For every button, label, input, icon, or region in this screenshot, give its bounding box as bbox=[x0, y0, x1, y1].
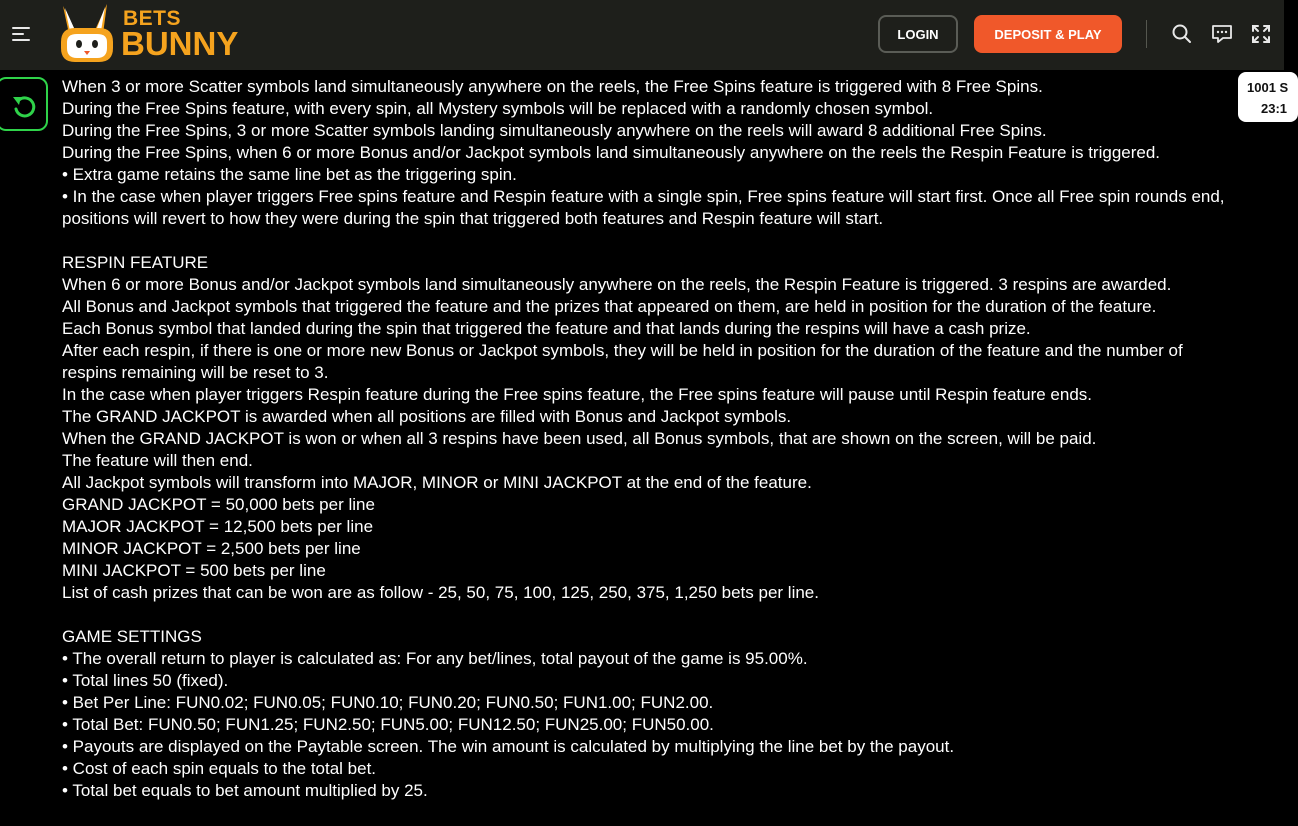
text-line: The GRAND JACKPOT is awarded when all positions are filled with Bonus and Jackpot symbols. bbox=[62, 407, 792, 426]
text-line: All Bonus and Jackpot symbols that triggered the feature and the prizes that appeared on them, are held in position for the duration of the feature. bbox=[62, 297, 1157, 316]
badge-line2: 23:1 bbox=[1261, 101, 1288, 116]
search-icon[interactable] bbox=[1170, 22, 1194, 46]
text-line: MAJOR JACKPOT = 12,500 bets per line bbox=[62, 517, 374, 536]
fullscreen-icon[interactable] bbox=[1249, 22, 1273, 46]
text-line: When the GRAND JACKPOT is won or when all 3 respins have been used, all Bonus symbols, that are shown on the screen, will be paid. bbox=[62, 429, 1097, 448]
respin-feature-heading: RESPIN FEATURE bbox=[62, 253, 209, 272]
top-bar bbox=[0, 0, 1284, 70]
bets-bunny-logo[interactable] bbox=[55, 4, 240, 64]
badge-line1: 1001 S bbox=[1247, 80, 1289, 95]
deposit-and-play-button[interactable]: DEPOSIT & PLAY bbox=[974, 15, 1122, 53]
text-line: When 3 or more Scatter symbols land simultaneously anywhere on the reels, the Free Spins feature is triggered with 8 Free Spins. bbox=[62, 77, 1043, 96]
text-line: MINI JACKPOT = 500 bets per line bbox=[62, 561, 326, 580]
text-line: • Payouts are displayed on the Paytable screen. The win amount is calculated by multiplying the line bet by the payout. bbox=[62, 737, 955, 756]
header-divider bbox=[1146, 20, 1147, 48]
text-line: The feature will then end. bbox=[62, 451, 253, 470]
paytable-content bbox=[62, 76, 1284, 802]
text-line: List of cash prizes that can be won are as follow - 25, 50, 75, 100, 125, 250, 375, 1,250 bets per line. bbox=[62, 583, 819, 602]
text-line: During the Free Spins, 3 or more Scatter symbols landing simultaneously anywhere on the reels will award 8 additional Free Spins. bbox=[62, 121, 1047, 140]
text-line: GRAND JACKPOT = 50,000 bets per line bbox=[62, 495, 375, 514]
text-line: respins remaining will be reset to 3. bbox=[62, 363, 329, 382]
text-line: • Bet Per Line: FUN0.02; FUN0.05; FUN0.10; FUN0.20; FUN0.50; FUN1.00; FUN2.00. bbox=[62, 693, 714, 712]
text-line: • Total lines 50 (fixed). bbox=[62, 671, 229, 690]
back-arrow-icon bbox=[10, 91, 38, 119]
text-line: • Total bet equals to bet amount multiplied by 25. bbox=[62, 781, 428, 800]
text-line: • Cost of each spin equals to the total bet. bbox=[62, 759, 377, 778]
text-line: All Jackpot symbols will transform into MAJOR, MINOR or MINI JACKPOT at the end of the feature. bbox=[62, 473, 812, 492]
text-line: In the case when player triggers Respin feature during the Free spins feature, the Free spins feature will pause until Respin feature ends. bbox=[62, 385, 1093, 404]
logo-text-bunny: BUNNY bbox=[121, 25, 239, 62]
chat-icon[interactable] bbox=[1210, 22, 1234, 46]
text-line: • The overall return to player is calculated as: For any bet/lines, total payout of the game is 95.00%. bbox=[62, 649, 808, 668]
login-button[interactable]: LOGIN bbox=[878, 15, 958, 53]
text-line: • In the case when player triggers Free spins feature and Respin feature with a single spin, Free spins feature will start first. Once all Free spin rounds end, bbox=[62, 187, 1225, 206]
text-line: MINOR JACKPOT = 2,500 bets per line bbox=[62, 539, 361, 558]
text-line: After each respin, if there is one or more new Bonus or Jackpot symbols, they will be held in position for the duration of the feature and the number of bbox=[62, 341, 1183, 360]
text-line: During the Free Spins feature, with every spin, all Mystery symbols will be replaced with a randomly chosen symbol. bbox=[62, 99, 934, 118]
text-line: • Total Bet: FUN0.50; FUN1.25; FUN2.50; FUN5.00; FUN12.50; FUN25.00; FUN50.00. bbox=[62, 715, 714, 734]
text-line: positions will revert to how they were during the spin that triggered both features and Respin feature will start. bbox=[62, 209, 884, 228]
text-line: When 6 or more Bonus and/or Jackpot symbols land simultaneously anywhere on the reels, the Respin Feature is triggered. 3 respins are awarded. bbox=[62, 275, 1172, 294]
bunny-icon bbox=[55, 4, 121, 64]
back-button[interactable] bbox=[0, 77, 48, 131]
text-line: • Extra game retains the same line bet as the triggering spin. bbox=[62, 165, 517, 184]
game-settings-heading: GAME SETTINGS bbox=[62, 627, 202, 646]
logo-text-bets: BETS bbox=[123, 7, 182, 30]
text-line: Each Bonus symbol that landed during the spin that triggered the feature and that lands during the respins will have a cash prize. bbox=[62, 319, 1031, 338]
text-line: During the Free Spins, when 6 or more Bonus and/or Jackpot symbols land simultaneously anywhere on the reels the Respin Feature is triggered. bbox=[62, 143, 1161, 162]
menu-icon[interactable] bbox=[12, 25, 32, 43]
